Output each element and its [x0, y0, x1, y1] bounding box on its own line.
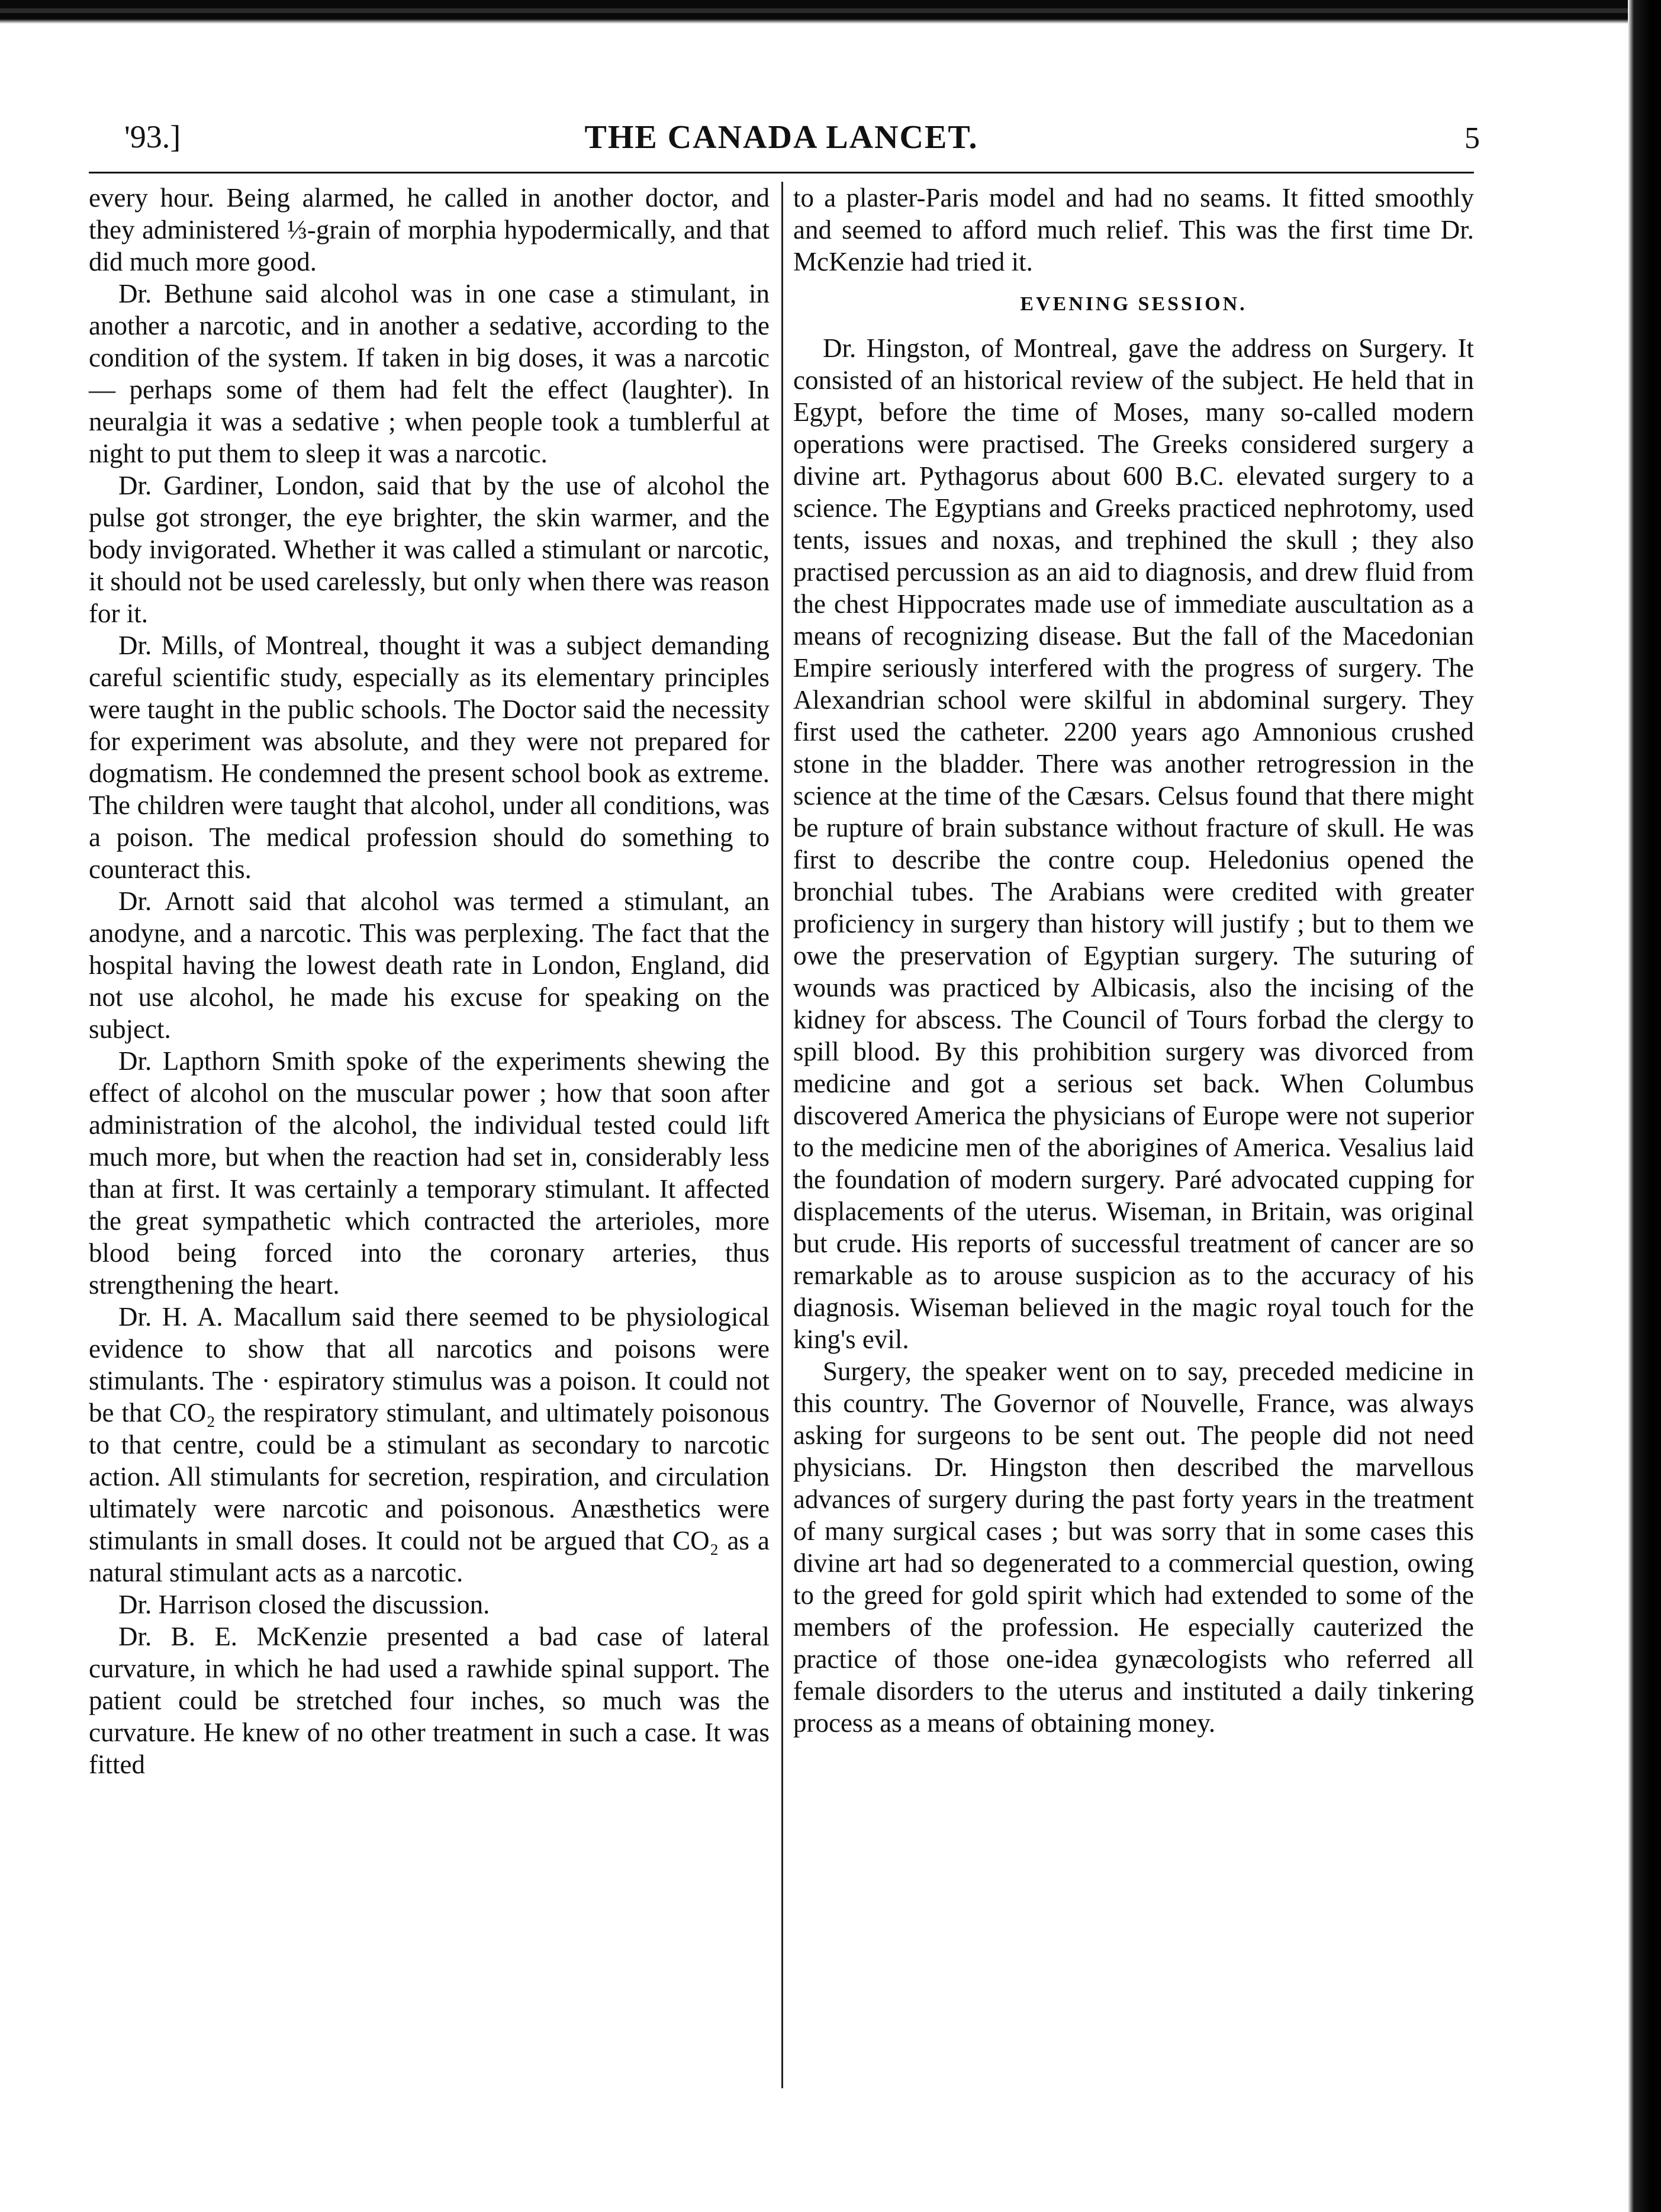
column-divider: [781, 182, 783, 2088]
journal-title: THE CANADA LANCET.: [584, 119, 978, 156]
scan-edge-right: [1628, 0, 1661, 2212]
paragraph: Dr. Hingston, of Montreal, gave the address on Surgery. It consisted of an historical review of the subject. He held that in Egypt, before the time of Moses, many so-called modern operations were practised. The Greeks considered surgery a divine art. Pythagorus about 600 B.C. elevated surgery to a science. The Egyptians and Greeks practiced nephrotomy, used tents, issues and noxas, and trephined the skull ; they also practised percussion as an aid to diagnosis, and drew fluid from the chest Hippocrates made use of immediate auscultation as a means of recognizing disease. But the fall of the Macedonian Empire seriously interfered with the progress of surgery. The Alexandrian school were skilful in abdominal surgery. They first used the catheter. 2200 years ago Amnonious crushed stone in the bladder. There was another retrogression in the science at the time of the Cæsars. Celsus found that there might be rupture of brain substance without fracture of skull. He was first to describe the contre coup. Heledonius opened the bronchial tubes. The Arabians were credited with greater proficiency in surgery than history will justify ; but to them we owe the preservation of Egyptian surgery. The suturing of wounds was practiced by Albicasis, also the incising of the kidney for abscess. The Council of Tours forbad the clergy to spill blood. By this prohibition surgery was divorced from medicine and got a serious set back. When Columbus discovered America the physicians of Europe were not superior to the medicine men of the aborigines of America. Vesalius laid the foundation of modern surgery. Paré advocated cupping for displacements of the uterus. Wiseman, in Britain, was original but crude. His reports of successful treatment of cancer are so remarkable as to arouse suspicion as to the accuracy of his diagnosis. Wiseman believed in the magic royal touch for the king's evil.: [793, 333, 1474, 1354]
running-head: [89, 112, 1480, 173]
journal-page: [89, 112, 1480, 2126]
text-columns: [89, 182, 1474, 2088]
paragraph: Dr. Gardiner, London, said that by the use of alcohol the pulse got stronger, the eye brighter, the skin warmer, and the body invigorated. Whether it was called a stimulant or narcotic, it should not be used carelessly, but only when there was reason for it.: [89, 471, 770, 628]
paragraph: Dr. Mills, of Montreal, thought it was a subject demanding careful scientific study, especially as its elementary principles were taught in the public schools. The Doctor said the necessity for experiment was absolute, and they were not prepared for dogmatism. He condemned the present school book as extreme. The children were taught that alcohol, under all conditions, was a poison. The medical profession should do something to counteract this.: [89, 631, 770, 884]
paragraph: every hour. Being alarmed, he called in another doctor, and they administered ⅓-grain of morphia hypodermically, and that did much more good.: [89, 183, 770, 276]
paragraph: Dr. B. E. McKenzie presented a bad case of lateral curvature, in which he had used a rawhide spinal support. The patient could be stretched four inches, so much was the curvature. He knew of no other treatment in such a case. It was fitted: [89, 1622, 770, 1779]
scan-edge-top: [0, 0, 1661, 24]
running-head-year: '93.]: [124, 119, 181, 155]
paragraph: Dr. Harrison closed the discussion.: [118, 1590, 490, 1619]
right-column: [793, 182, 1474, 1739]
paragraph: Surgery, the speaker went on to say, preceded medicine in this country. The Governor of Nouvelle, France, was always asking for surgeons to be sent out. The people did not need physicians. Dr. Hingston then described the marvellous advances of surgery during the past forty years in the treatment of many surgical cases ; but was sorry that in some cases this divine art had so degenerated to a commercial question, owing to the greed for gold spirit which had extended to some of the members of the profession. He especially cauterized the practice of those one-idea gynæcologists who referred all female disorders to the uterus and instituted a daily tinkering process as a means of obtaining money.: [793, 1356, 1474, 1738]
paragraph: Dr. Arnott said that alcohol was termed a stimulant, an anodyne, and a narcotic. This was perplexing. The fact that the hospital having the lowest death rate in London, England, did not use alcohol, he made his excuse for speaking on the subject.: [89, 886, 770, 1044]
section-heading: EVENING SESSION.: [1020, 293, 1247, 315]
paragraph: Dr. H. A. Macallum said there seemed to be physiological evidence to show that all narcotics and poisons were stimulants. The · espiratory stimulus was a poison. It could not be that CO₂ the respiratory stimulant, and ultimately poisonous to that centre, could be a stimulant as secondary to narcotic action. All stimulants for secretion, respiration, and circulation ultimately were narcotic and poisonous. Anæsthetics were stimulants in small doses. It could not be argued that CO₂ as a natural stimulant acts as a narcotic.: [89, 1302, 770, 1587]
paragraph: to a plaster-Paris model and had no seams. It fitted smoothly and seemed to afford much relief. This was the first time Dr. McKenzie had tried it.: [793, 183, 1474, 276]
paragraph: Dr. Bethune said alcohol was in one case a stimulant, in another a narcotic, and in another a sedative, according to the condition of the system. If taken in big doses, it was a narcotic— perhaps some of them had felt the effect (laughter). In neuralgia it was a sedative ; when people took a tumblerful at night to put them to sleep it was a narcotic.: [89, 279, 770, 468]
paragraph: Dr. Lapthorn Smith spoke of the experiments shewing the effect of alcohol on the muscular power ; how that soon after administration of the alcohol, the individual tested could lift much more, but when the reaction had set in, considerably less than at first. It was certainly a temporary stimulant. It affected the great sympathetic which contracted the arterioles, more blood being forced into the coronary arteries, thus strengthening the heart.: [89, 1046, 770, 1300]
page-number: 5: [1464, 121, 1480, 155]
left-column: [89, 182, 770, 1780]
